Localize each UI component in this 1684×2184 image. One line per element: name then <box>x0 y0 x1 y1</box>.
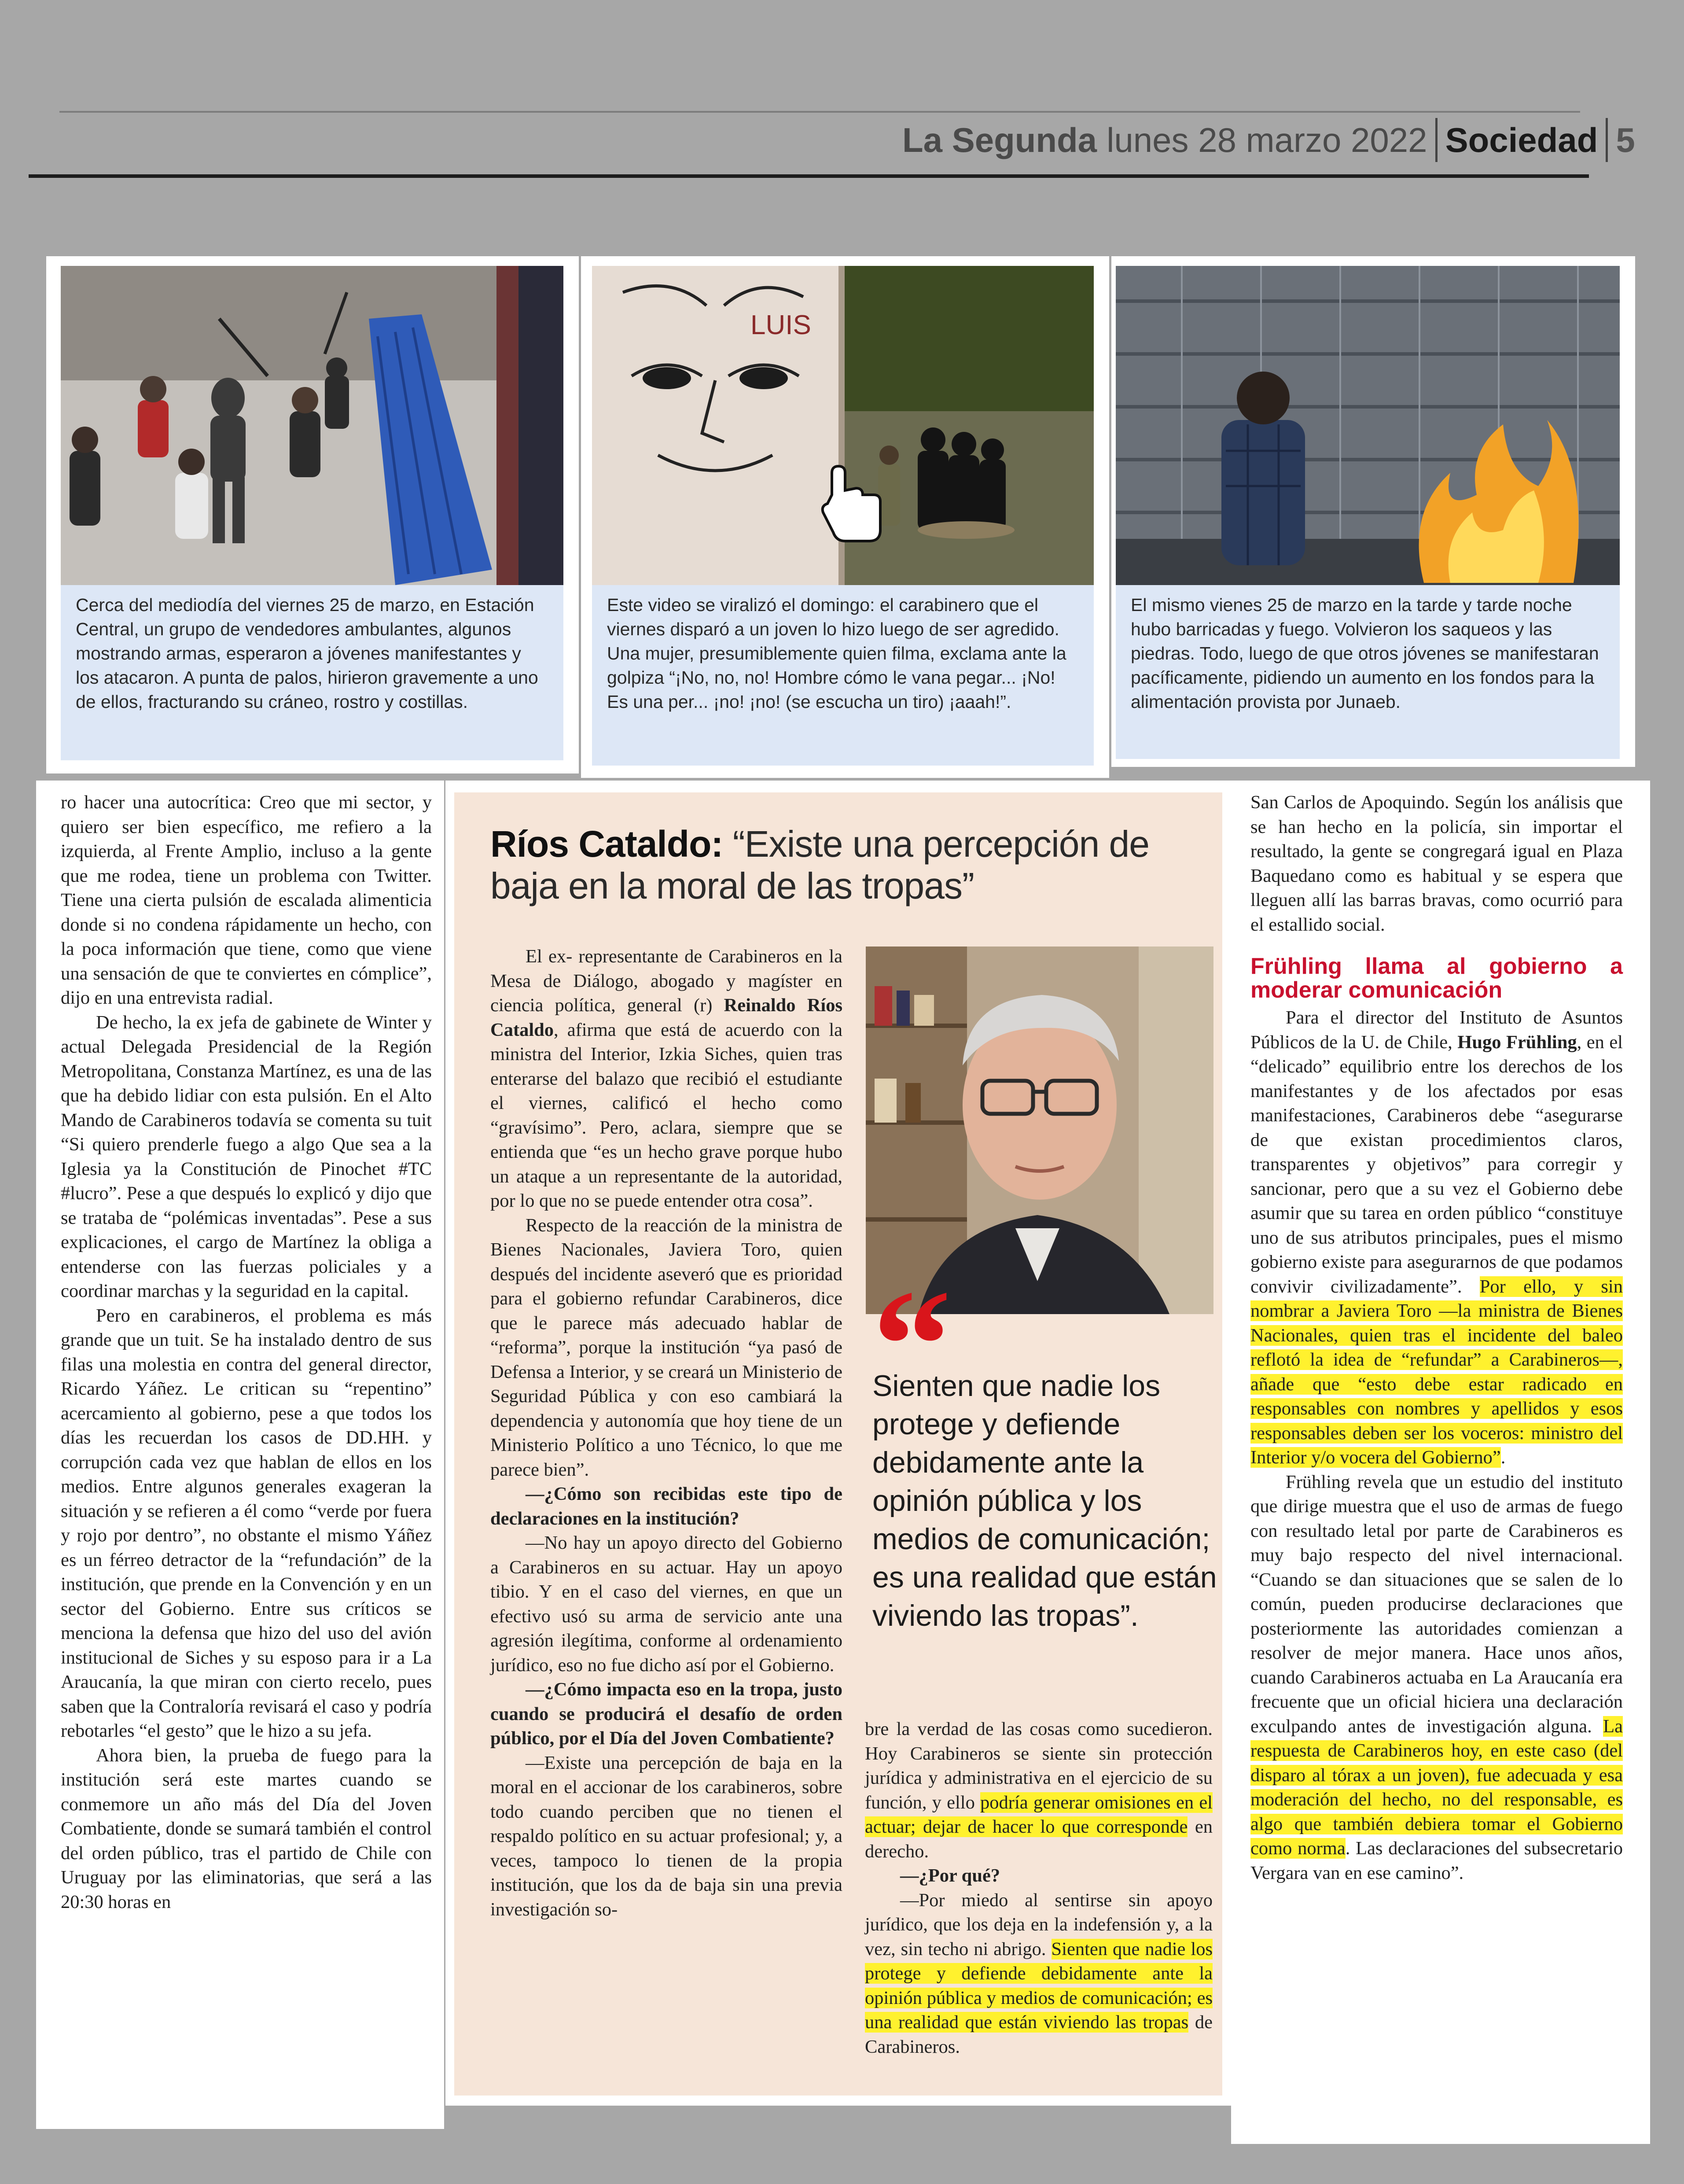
interview-text: en derecho. <box>865 1816 1213 1862</box>
interview-question: —¿Cómo son recibidas este tipo de declaraciones en la institución? <box>490 1484 842 1529</box>
interview-text: de Carabineros. <box>865 2012 1213 2057</box>
left-article-column <box>36 781 444 2129</box>
header-rule-bottom <box>29 174 1589 178</box>
photo-viral-video <box>592 266 1094 585</box>
interview-answer <box>865 1888 1213 2059</box>
interview-box <box>454 792 1222 2096</box>
right-article-column <box>1231 781 1650 2144</box>
interview-title-quote: “Existe una percepción de baja en la moral de las tropas” <box>490 823 1149 906</box>
photo-viral-video-image <box>592 266 1094 585</box>
photo-street-attack-image <box>61 266 563 585</box>
issue-date: lunes 28 marzo 2022 <box>1107 120 1427 159</box>
interview-body-col-1 <box>490 944 842 1922</box>
interview-body-col-2 <box>865 1717 1213 2059</box>
highlighted-text: Sienten que nadie los protege y defiende debidamente ante la opinión pública y medios de comunicación; es una realidad que están viviendo las tropas <box>865 1938 1213 2033</box>
photo-barricades-fire <box>1116 266 1620 585</box>
highlighted-text: La respuesta de Carabineros hoy, en este caso (del disparo al tórax a un joven), fue adecuada y esa moderación del hecho, no del responsable, es algo que también debiera tomar el Gobierno como norma <box>1250 1716 1623 1859</box>
graffiti-text: LUIS <box>750 310 811 340</box>
photo-caption-3: El mismo vienes 25 de marzo en la tarde y tarde noche hubo barricadas y fuego. Volvieron los saqueos y las piedras. Todo, luego de que otros jóvenes se manifestaran pacíficamente, pidiendo un aumento en los fondos para la alimentación provista por Junaeb. <box>1116 585 1620 759</box>
expert-name: Hugo Frühling <box>1457 1031 1577 1053</box>
interview-text: —Por miedo al sentirse sin apoyo jurídico, que los deja en la indefensión y, a la vez, sin techo ni abrigo. <box>865 1889 1213 1959</box>
interview-question: —¿Por qué? <box>900 1865 1000 1886</box>
interview-answer-continued <box>865 1717 1213 1864</box>
left-paragraph: ro hacer una autocrítica: Creo que mi sector, y quiero ser bien específico, me refiero a la izquierda, al Frente Amplio, incluso a la gente que me rodea, tiene un problema con Twitter. Tiene una cierta pulsión de escalada alimenticia donde si no condena rápidamente un hecho, con la poca información que tiene, como que viene una sensación de que te conviertes en cómplice”, dijo en una entrevista radial. <box>61 792 432 1008</box>
photo-card-1 <box>46 256 579 773</box>
masthead-separator <box>1435 118 1438 162</box>
right-paragraph: San Carlos de Apoquindo. Según los análisis que se han hecho en la policía, sin importar el resultado, la gente se congregará igual en Plaza Baquedano como es habitual y se espera que lleguen allí las barras bravas, como ocurrió para el estallido social. <box>1250 792 1623 935</box>
interview-intro-text: , afirma que está de acuerdo con la ministra del Interior, Izkia Siches, quien tras enterarse del balazo que recibió el estudiante el viernes, calificó el hecho como “gravísimo”. Pero, aclara, siempre que se entienda que “es un hecho grave porque hubo un ataque a un representante de la autoridad, por lo que no se puede entender otra cosa”. <box>490 1019 842 1211</box>
quote-mark-icon: “ <box>872 1257 952 1433</box>
right-text: . Las declaraciones del subsecretario Vergara van en ese camino”. <box>1250 1838 1623 1883</box>
pull-quote: Sienten que nadie los protege y defiende debidamente ante la opinión pública y los medios de comunicación; es una realidad que están viviendo las tropas”. <box>872 1369 1217 1632</box>
interview-answer: —No hay un apoyo directo del Gobierno a Carabineros en su actuar. Hay un apoyo tibio. Y en el caso del viernes, en que un efectivo usó su arma de servicio ante una agresión ilegítima, conforme al ordenamiento jurídico, eso no fue dicho así por el Gobierno. <box>490 1532 842 1676</box>
photo-caption-1: Cerca del mediodía del viernes 25 de marzo, en Estación Central, un grupo de vendedores ambulantes, algunos mostrando armas, esperaron a jóvenes manifestantes y los atacaron. A punta de palos, hirieron gravemente a uno de ellos, fracturando su cráneo, rostro y costillas. <box>61 585 563 760</box>
right-text: Frühling revela que un estudio del instituto que dirige muestra que el uso de armas de fuego con resultado letal por parte de Carabineros es muy bajo respecto del nivel internacional. “Cuando se dan situaciones que se salen de lo común, pueden producirse declaraciones que posteriormente las autoridades comienzan a resolver de mejor manera. Hace unos años, cuando Carabineros actuaba en La Araucanía era frecuente que un oficial hiciera una declaración exculpando antes de investigación alguna. <box>1250 1471 1623 1737</box>
photo-barricades-fire-image <box>1116 266 1620 585</box>
highlighted-text: podría generar omisiones en el actuar; dejar de hacer lo que corresponde <box>865 1792 1213 1837</box>
interview-title-name: Ríos Cataldo: <box>490 823 723 865</box>
interview-text: bre la verdad de las cosas como sucedieron. Hoy Carabineros se siente sin protección jurídica y administrativa en el ejercicio de su función, y ello <box>865 1719 1213 1813</box>
interview-intro-text: El ex- representante de Carabineros en la Mesa de Diálogo, abogado y magíster en ciencia política, general (r) <box>490 946 842 1016</box>
photo-card-3 <box>1111 256 1635 767</box>
right-text: , en el “delicado” equilibrio entre los derechos de los manifestantes y de los afectados por esas manifestaciones, Carabineros debe “asegurarse de que existan procedimientos claros, transparentes y objetivos” para corregir y sancionar, pero que a su vez el Gobierno debe asumir que su tarea en orden público “constituye uno de sus atributos principales, pues el mismo gobierno existe para asegurarnos de que podamos convivir civilizadamente”. <box>1250 1031 1623 1297</box>
section-subhead: Frühling llama al gobierno a moderar comunicación <box>1250 954 1623 1003</box>
section-name: Sociedad <box>1445 120 1598 159</box>
photo-caption-2: Este video se viralizó el domingo: el carabinero que el viernes disparó a un joven lo hizo luego de ser agredido. Una mujer, presumiblemente quien filma, exclama ante la golpiza “¡No, no, no! Hombre cómo le vana pegar... ¡No! Es una per... ¡no! ¡no! (se escucha un tiro) ¡aaah!”. <box>592 585 1094 766</box>
left-paragraph: Ahora bien, la prueba de fuego para la institución será este martes cuando se conmemore un año más del Día del Joven Combatiente, donde se sumará también el control del orden público, tras el partido de Chile con Uruguay por las eliminatorias, que será a las 20:30 horas en <box>61 1745 432 1912</box>
right-text: . <box>1500 1447 1506 1468</box>
interview-intro <box>490 944 842 1213</box>
left-paragraph: Pero en carabineros, el problema es más grande que un tuit. Se ha instalado dentro de sus filas una molestia en contra del general director, Ricardo Yáñez. Le critican su “repentino” acercamiento al gobierno, pese a que todos los días les recuerdan los casos de DD.HH. y corrupción cada vez que hablan de ellos en los medios. Entre algunos generales exageran la situación y se refieren a él como “verde por fuera y rojo por dentro”, no obstante el mismo Yáñez es un férreo detractor de la “refundación” de la institución, que prende en la Convención y en un sector del Gobierno. Entre sus críticos se menciona la defensa que hizo del uso del avión institucional de Siches y su esposo para ir a La Araucanía, la que miran con cierto recelo, pues saben que la Contraloría revisará el caso y podría rebotarles “el gesto” que le hizo a su jefa. <box>61 1305 432 1741</box>
interview-paragraph: Respecto de la reacción de la ministra de Bienes Nacionales, Javiera Toro, quien después del incidente aseveró que es prioridad para el gobierno refundar Carabineros, dice que le parece más adecuado hablar de “reforma”, porque la institución “ya pasó de Defensa a Interior, y se creará un Ministerio de Seguridad Pública y con eso cambiará la dependencia y autonomía que hoy tiene de un Ministerio Político a uno Técnico, lo que me parece bien”. <box>490 1215 842 1480</box>
interview-subject-name: Reinaldo Ríos Cataldo <box>490 995 842 1040</box>
photo-card-2 <box>581 256 1109 778</box>
right-paragraph <box>1250 1470 1623 1886</box>
left-paragraph: De hecho, la ex jefa de gabinete de Winter y actual Delegada Presidencial de la Región Metropolitana, Constanza Martínez, es una de las que ha debido lidiar con esta pulsión. En el Alto Mando de Carabineros todavía se comenta su tuit “Si quiero prenderle fuego a algo Que sea a la Iglesia ya la Constitución de Pinochet #TC #lucro”. Pese a que después lo explicó y dijo que se trataba de “polémicas inventadas”. Pese a sus explicaciones, el cargo de Martínez la obliga a entenderse con las fuerzas policiales y a coordinar marchas y la seguridad en la capital. <box>61 1012 432 1301</box>
masthead-separator <box>1606 118 1608 162</box>
header-rule-top <box>59 111 1580 113</box>
right-text: Para el director del Instituto de Asuntos Públicos de la U. de Chile, <box>1250 1007 1623 1053</box>
interview-answer: —Existe una percepción de baja en la moral en el accionar de los carabineros, sobre todo cuando perciben que no tienen el respaldo político en su actuar profesional; y, a veces, tampoco lo tienen de la propia institución, que los da de baja sin una previa investigación so- <box>490 1752 842 1920</box>
photo-street-attack <box>61 266 563 585</box>
masthead <box>902 114 1635 166</box>
interview-title <box>490 823 1217 907</box>
highlighted-text: Por ello, y sin nombrar a Javiera Toro —la ministra de Bienes Nacionales, quien tras el incidente del baleo reflotó la idea de “refundar” a Carabineros—, añade que “esto debe estar radicado en responsables con nombres y apellidos y esos responsables deben ser los voceros: ministro del Interior y/o vocera del Gobierno” <box>1250 1276 1623 1468</box>
newspaper-name: La Segunda <box>902 120 1097 159</box>
right-paragraph <box>1250 1005 1623 1470</box>
page-number: 5 <box>1616 120 1635 159</box>
interview-question: —¿Cómo impacta eso en la tropa, justo cuando se producirá el desafío de orden público, por el Día del Joven Combatiente? <box>490 1679 842 1749</box>
